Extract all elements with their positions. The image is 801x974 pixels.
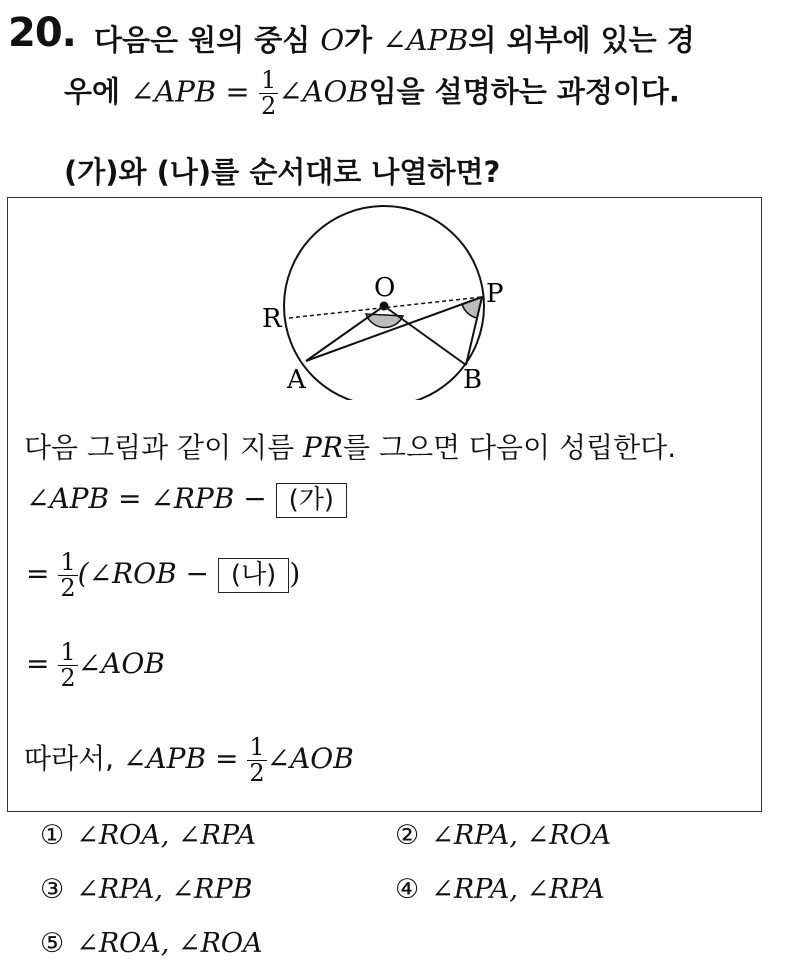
q2-text-b: 임을 설명하는 과정이다. — [368, 74, 680, 109]
segment-ob — [384, 306, 466, 365]
box-intro — [24, 426, 676, 466]
choice-2-text: ∠RPA, ∠ROA — [431, 820, 612, 851]
q1-center-o: O — [320, 23, 345, 57]
q1-angle: ∠APB — [382, 23, 469, 57]
step2-num: 1 — [60, 548, 76, 576]
q2-frac-num: 1 — [260, 66, 277, 94]
question-line-1 — [94, 18, 695, 59]
label-a: A — [287, 365, 306, 395]
q2-fraction — [259, 68, 278, 119]
choice-3-label: ③ — [40, 874, 65, 905]
label-p: P — [486, 279, 504, 309]
choice-5[interactable] — [40, 928, 263, 959]
intro-text-b: 를 그으면 다음이 성립한다. — [342, 431, 677, 464]
conclusion-eq: = — [206, 742, 248, 776]
step2-fraction — [58, 550, 77, 601]
q1-text-b: 가 — [344, 23, 383, 57]
choice-4-text: ∠RPA, ∠RPA — [431, 874, 605, 905]
blank-ga: (가) — [276, 483, 347, 518]
q2-frac-den: 2 — [260, 92, 277, 121]
step2-den: 2 — [60, 574, 76, 603]
circle-figure — [250, 200, 520, 400]
step3-den: 2 — [60, 664, 76, 693]
q2-text-a: 우에 — [64, 74, 131, 109]
conclusion-den: 2 — [249, 759, 265, 788]
step1-lhs: ∠APB = ∠RPB − — [26, 482, 276, 515]
q2-angle-apb: ∠APB — [130, 74, 217, 109]
question-line-3: (가)와 (나)를 순서대로 나열하면? — [64, 155, 501, 189]
conclusion-angle-aob: ∠AOB — [266, 742, 354, 776]
q2-angle-aob: ∠AOB — [278, 74, 369, 109]
choice-4[interactable] — [395, 874, 605, 905]
choice-1[interactable] — [40, 820, 256, 851]
step3-fraction — [58, 640, 77, 691]
label-r: R — [262, 304, 282, 334]
q1-text-c: 의 외부에 있는 경 — [468, 23, 695, 57]
conclusion-num: 1 — [249, 733, 265, 761]
choice-5-text: ∠ROA, ∠ROA — [76, 928, 263, 959]
choice-1-text: ∠ROA, ∠RPA — [76, 820, 257, 851]
choice-3-text: ∠RPA, ∠RPB — [76, 874, 253, 905]
conclusion-angle-apb: ∠APB — [122, 742, 207, 776]
intro-text-a: 다음 그림과 같이 지름 — [24, 431, 304, 464]
step2-close: ) — [289, 557, 301, 591]
box-step-1 — [26, 482, 347, 518]
conclusion-fraction — [247, 735, 266, 786]
question-line-2 — [64, 68, 680, 119]
choice-4-label: ④ — [395, 874, 420, 905]
q2-equals: = — [216, 74, 259, 109]
choice-3[interactable] — [40, 874, 252, 905]
question-number: 20. — [8, 10, 76, 56]
box-conclusion — [24, 735, 354, 786]
step3-angle: ∠AOB — [77, 647, 165, 681]
label-o: O — [374, 273, 396, 303]
step3-num: 1 — [60, 638, 76, 666]
intro-pr: PR — [303, 431, 343, 464]
choice-1-label: ① — [40, 820, 65, 851]
conclusion-text: 따라서, — [24, 742, 123, 776]
label-b: B — [463, 365, 483, 395]
blank-na: (나) — [218, 558, 289, 593]
step2-open: (∠ROB − — [77, 557, 218, 591]
step2-eq: = — [26, 557, 59, 591]
choice-2-label: ② — [395, 820, 420, 851]
step3-eq: = — [26, 647, 59, 681]
box-step-3 — [26, 640, 165, 691]
box-step-2 — [26, 550, 300, 601]
q1-text-a: 다음은 원의 중심 — [94, 23, 321, 57]
choice-5-label: ⑤ — [40, 928, 65, 959]
choice-2[interactable] — [395, 820, 611, 851]
